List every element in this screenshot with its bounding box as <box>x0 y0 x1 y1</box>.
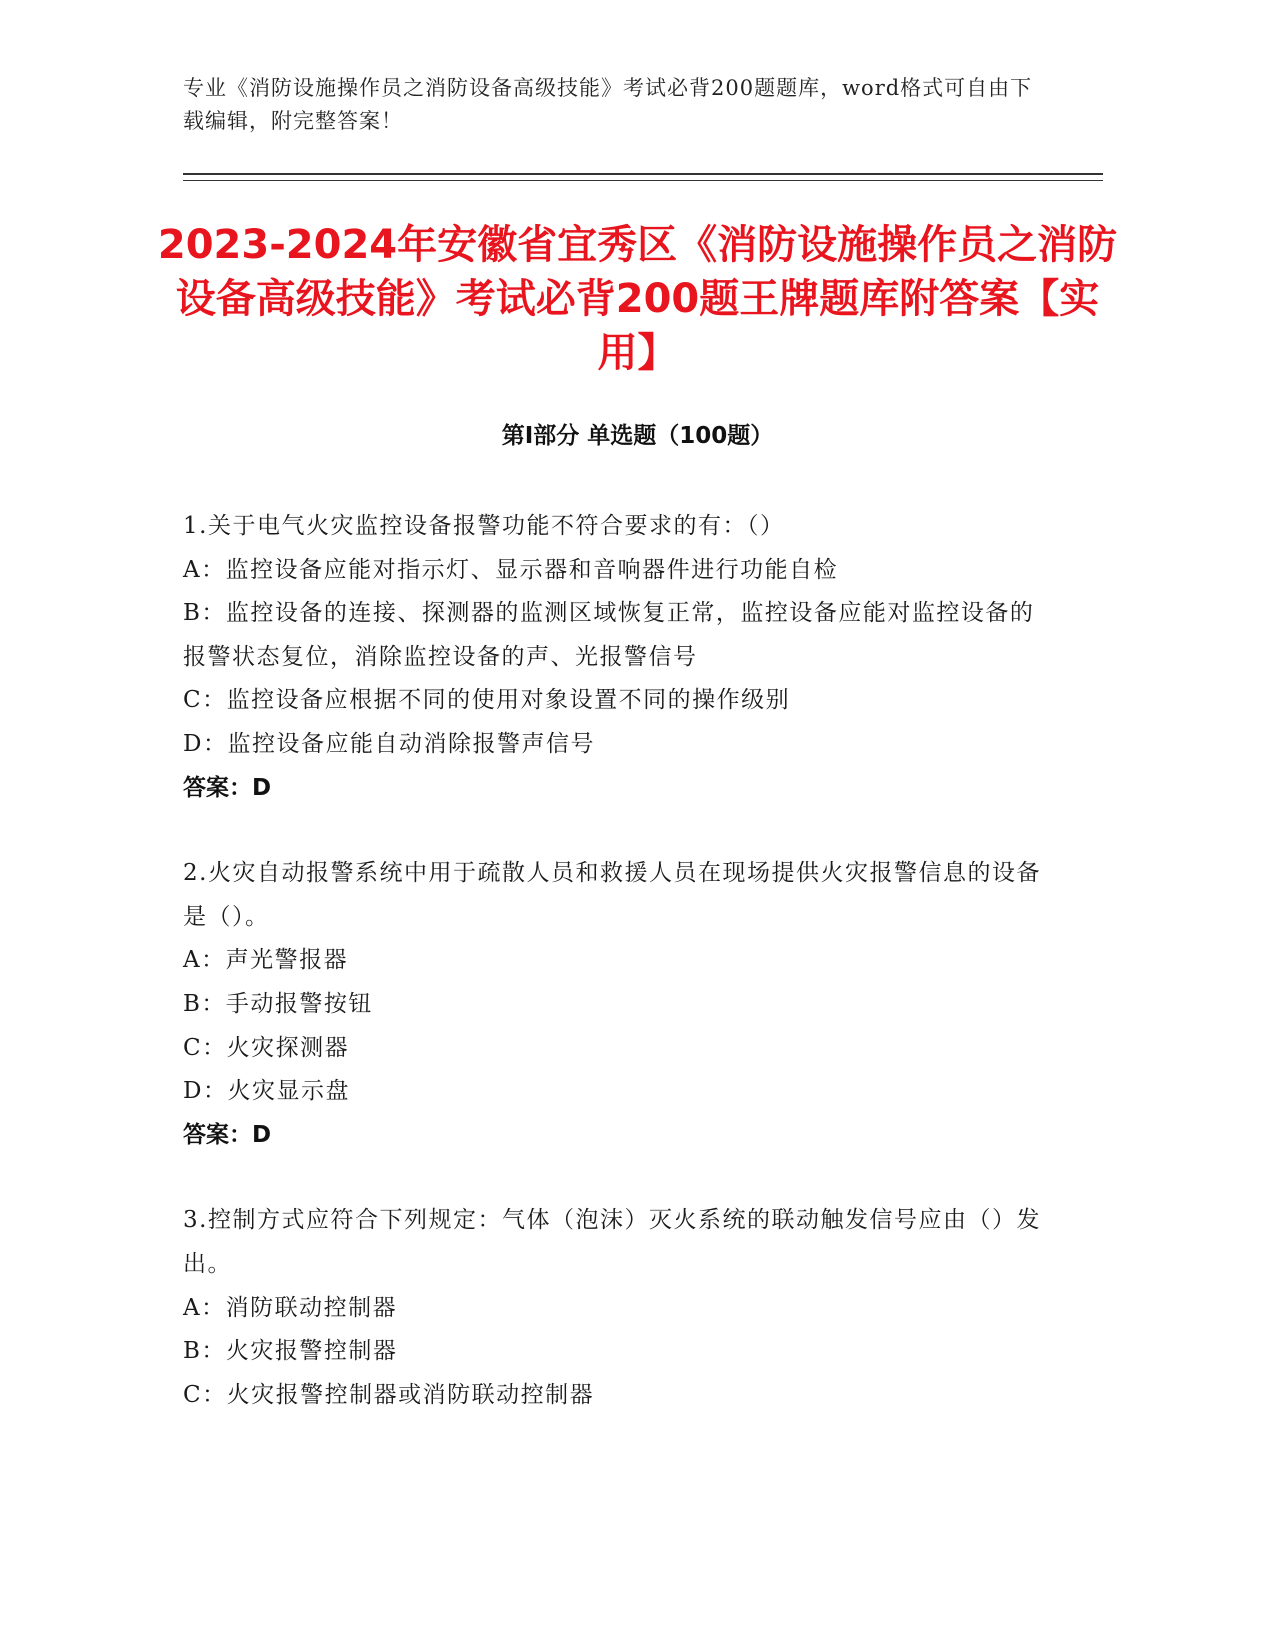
question-1 <box>183 505 1043 810</box>
option-c: C：监控设备应根据不同的使用对象设置不同的操作级别 <box>183 687 791 714</box>
option-d: D：火灾显示盘 <box>183 1078 350 1105</box>
option-b: B：火灾报警控制器 <box>183 1338 398 1365</box>
header-rule-thin <box>183 180 1103 181</box>
section-heading: 第Ⅰ部分 单选题（100题） <box>501 423 774 449</box>
question-list <box>183 505 1043 1459</box>
header-rule-thick <box>183 173 1103 175</box>
option-b: B：监控设备的连接、探测器的监测区域恢复正常，监控设备应能对监控设备的报警状态复位，消除监控设备的声、光报警信号 <box>183 600 1035 670</box>
answer: 答案：D <box>183 1121 272 1148</box>
question-2 <box>183 852 1043 1157</box>
question-stem: 2.火灾自动报警系统中用于疏散人员和救援人员在现场提供火灾报警信息的设备是（）。 <box>183 860 1041 930</box>
header-note: 专业《消防设施操作员之消防设备高级技能》考试必背200题题库，word格式可自由下载编辑，附完整答案！ <box>183 76 1033 133</box>
option-c: C：火灾报警控制器或消防联动控制器 <box>183 1381 595 1408</box>
option-a: A：声光警报器 <box>183 947 349 974</box>
option-a: A：消防联动控制器 <box>183 1294 398 1321</box>
question-stem: 1.关于电气火灾监控设备报警功能不符合要求的有：（） <box>183 513 785 539</box>
option-d: D：监控设备应能自动消除报警声信号 <box>183 730 595 757</box>
answer: 答案：D <box>183 774 272 801</box>
option-c: C：火灾探测器 <box>183 1034 350 1061</box>
option-a: A：监控设备应能对指示灯、显示器和音响器件进行功能自检 <box>183 556 839 583</box>
question-3 <box>183 1199 1043 1417</box>
document-title: 2023-2024年安徽省宜秀区《消防设施操作员之消防设备高级技能》考试必背200题王牌题库附答案【实用】 <box>157 222 1118 376</box>
option-b: B：手动报警按钮 <box>183 990 373 1017</box>
question-stem: 3.控制方式应符合下列规定：气体（泡沫）灭火系统的联动触发信号应由（）发出。 <box>183 1207 1041 1277</box>
